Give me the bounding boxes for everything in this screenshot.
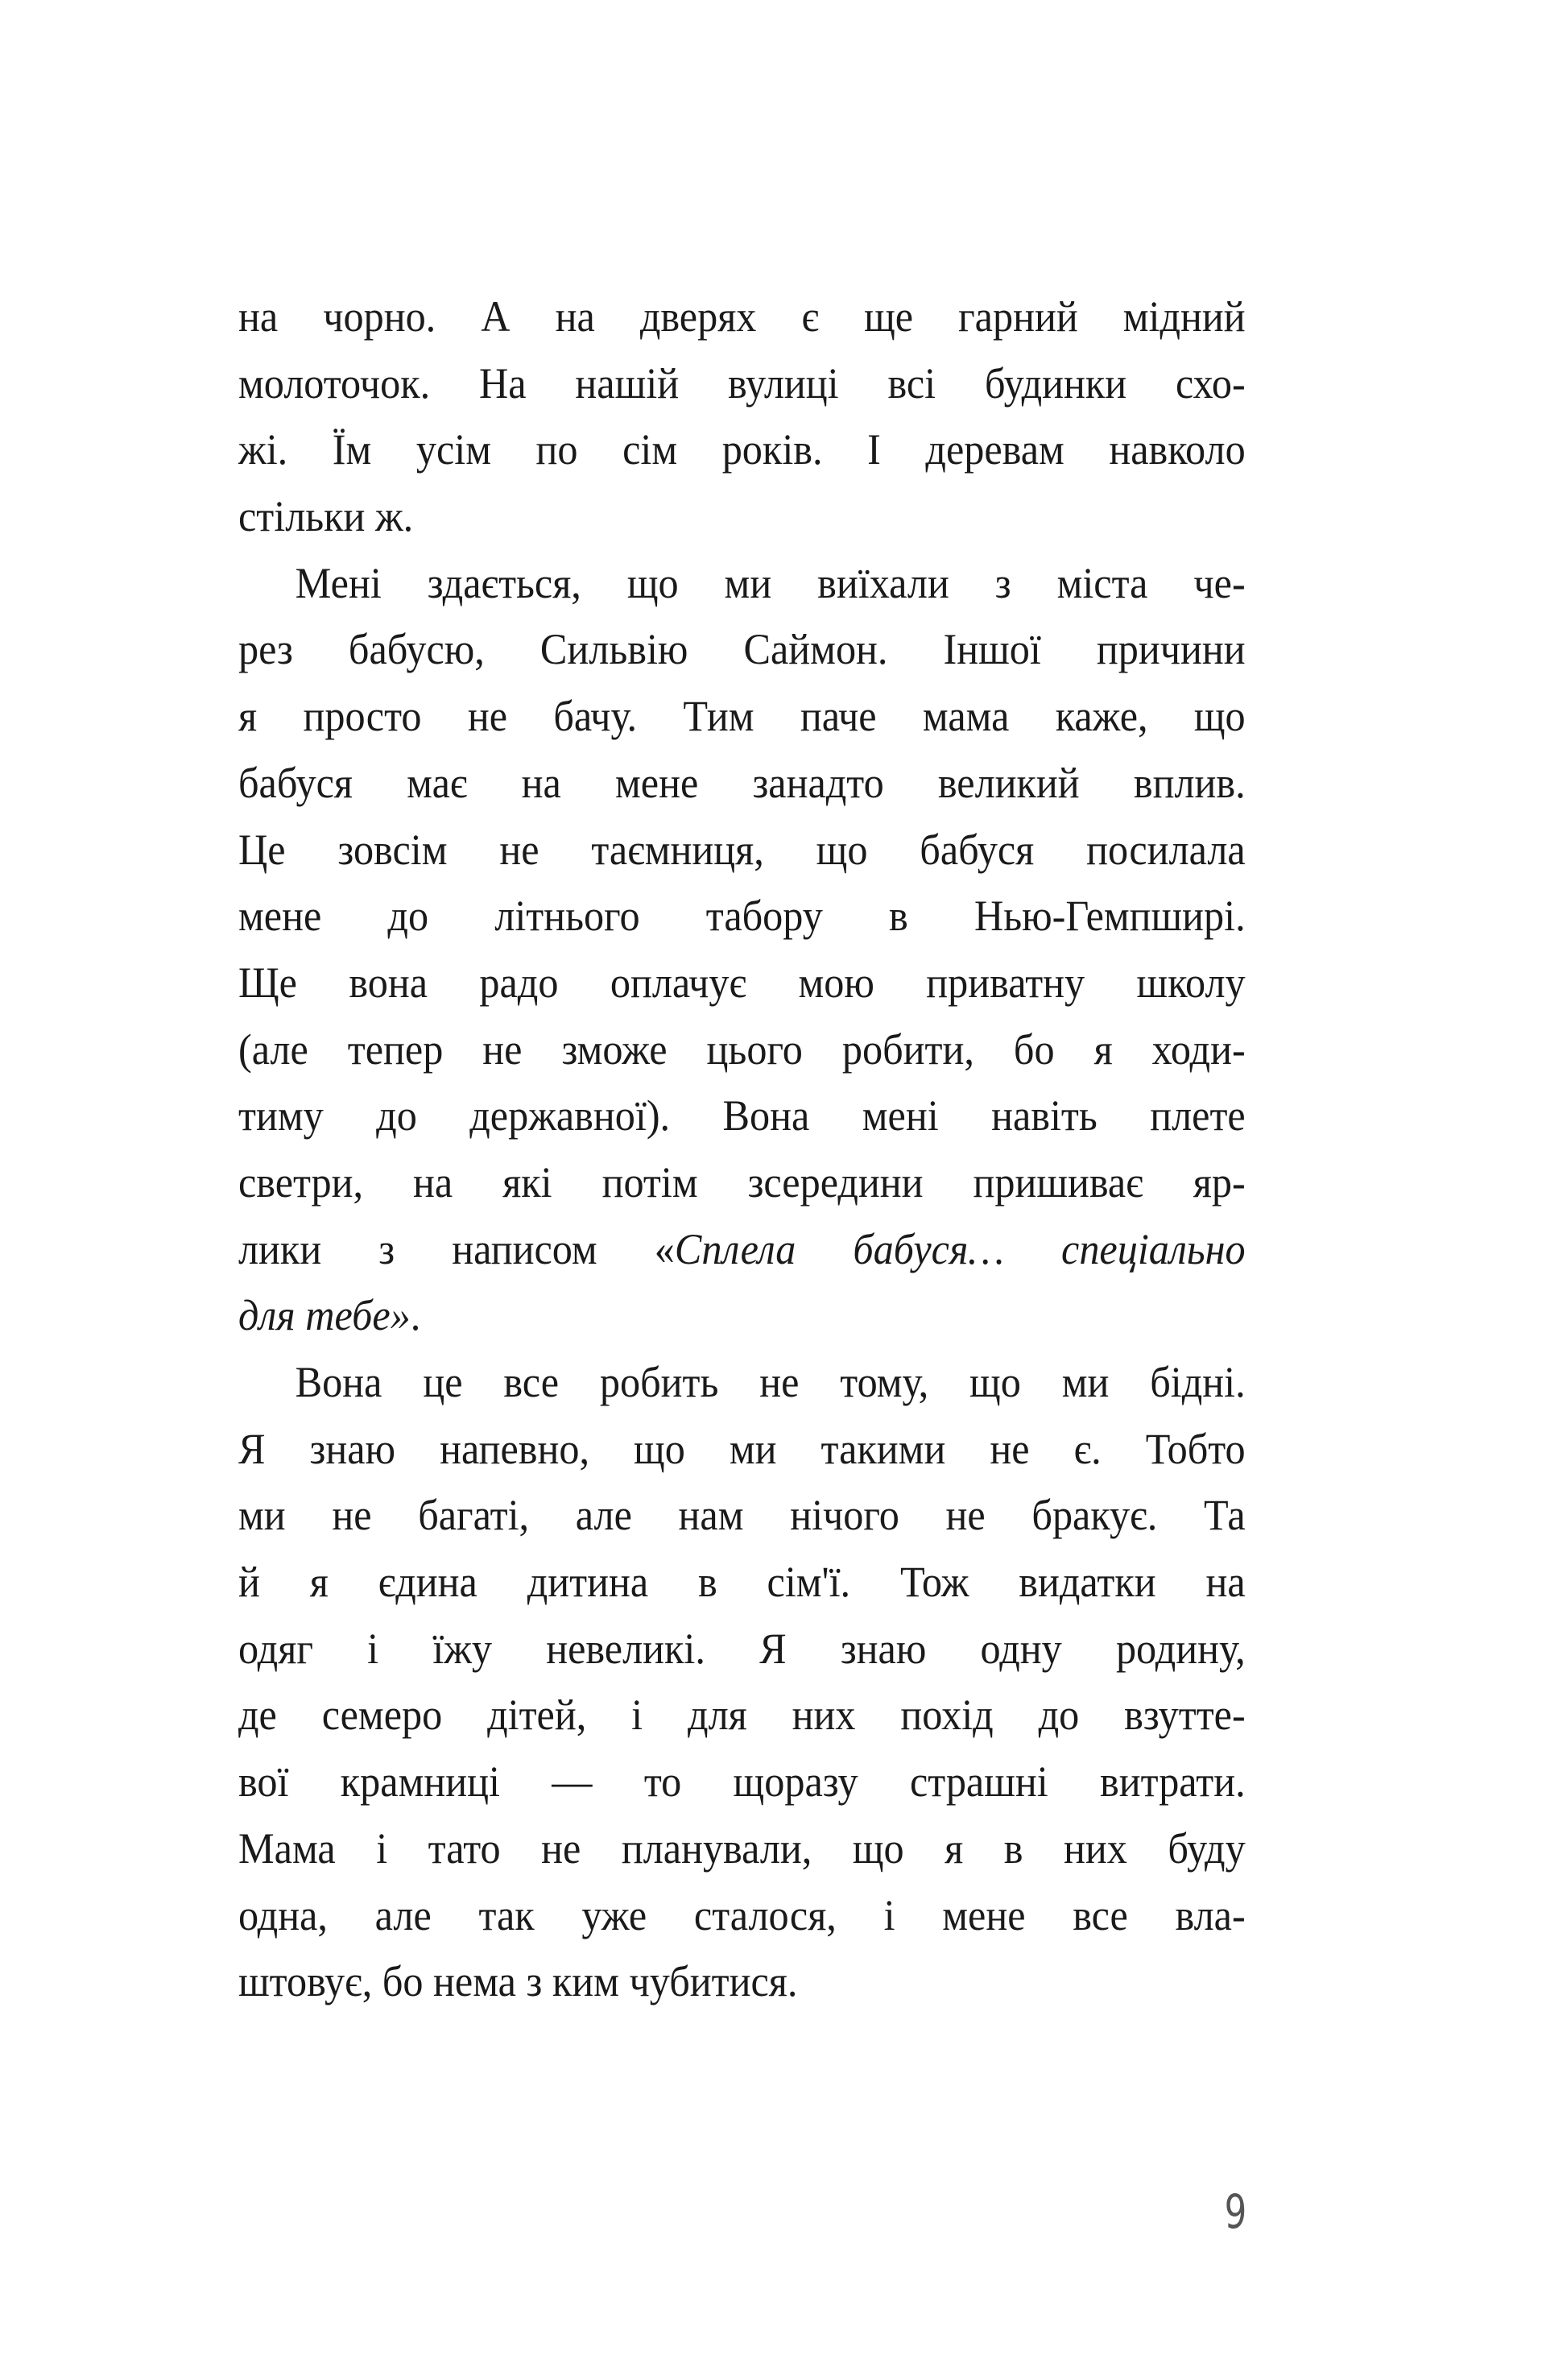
text-line: бабуся має на мене занадто великий вплив. bbox=[238, 758, 1246, 807]
text-segment: лики з написом « bbox=[238, 1224, 675, 1273]
text-line: тиму до державної). Вона мені навіть плете bbox=[238, 1091, 1246, 1140]
text-line: жі. Їм усім по сім років. І деревам навколо bbox=[238, 425, 1246, 474]
text-line: рез бабусю, Сильвію Саймон. Іншої причини bbox=[238, 625, 1246, 674]
body-text bbox=[238, 284, 1246, 2015]
page-number: 9 bbox=[1224, 2184, 1247, 2239]
text-line: (але тепер не зможе цього робити, бо я ходи- bbox=[238, 1024, 1246, 1074]
italic-quote: для тебе» bbox=[238, 1291, 411, 1340]
text-line: де семеро дітей, і для них похід до взутте- bbox=[238, 1691, 1246, 1740]
text-line: Мені здається, що ми виїхали з міста че- bbox=[295, 558, 1246, 607]
text-line: на чорно. А на дверях є ще гарний мідний bbox=[238, 292, 1246, 341]
text-line: одна, але так уже сталося, і мене все вла- bbox=[238, 1890, 1246, 1939]
text-line: вої крамниці — то щоразу страшні витрати. bbox=[238, 1757, 1246, 1807]
text-line bbox=[238, 1216, 1246, 1283]
text-line: мене до літнього табору в Нью-Гемпширі. bbox=[238, 892, 1246, 941]
text-line: ми не багаті, але нам нічого не бракує. Та bbox=[238, 1491, 1246, 1540]
text-line: штовує, бо нема з ким чубитися. bbox=[238, 1957, 798, 2006]
text-line bbox=[238, 1282, 1246, 1349]
text-line: Мама і тато не планували, що я в них буду bbox=[238, 1823, 1246, 1873]
text-segment: . bbox=[410, 1291, 421, 1340]
paragraph bbox=[238, 1349, 1246, 2015]
paragraph bbox=[238, 550, 1246, 1349]
text-line: стільки ж. bbox=[238, 492, 414, 541]
text-line: я просто не бачу. Тим паче мама каже, що bbox=[238, 692, 1246, 741]
text-line: молоточок. На нашій вулиці всі будинки схо- bbox=[238, 358, 1246, 408]
text-line: Вона це все робить не тому, що ми бідні. bbox=[295, 1358, 1246, 1406]
italic-quote: Сплела бабуся… спеціально bbox=[674, 1224, 1246, 1273]
text-line: одяг і їжу невеликі. Я знаю одну родину, bbox=[238, 1624, 1246, 1673]
text-line: Це зовсім не таємниця, що бабуся посилала bbox=[238, 825, 1246, 874]
text-line: Ще вона радо оплачує мою приватну школу bbox=[238, 958, 1246, 1007]
paragraph bbox=[238, 284, 1246, 550]
text-line: й я єдина дитина в сім'ї. Тож видатки на bbox=[238, 1558, 1246, 1607]
text-line: Я знаю напевно, що ми такими не є. Тобто bbox=[238, 1424, 1246, 1473]
text-line: светри, на які потім зсередини пришиває яр- bbox=[238, 1157, 1246, 1207]
